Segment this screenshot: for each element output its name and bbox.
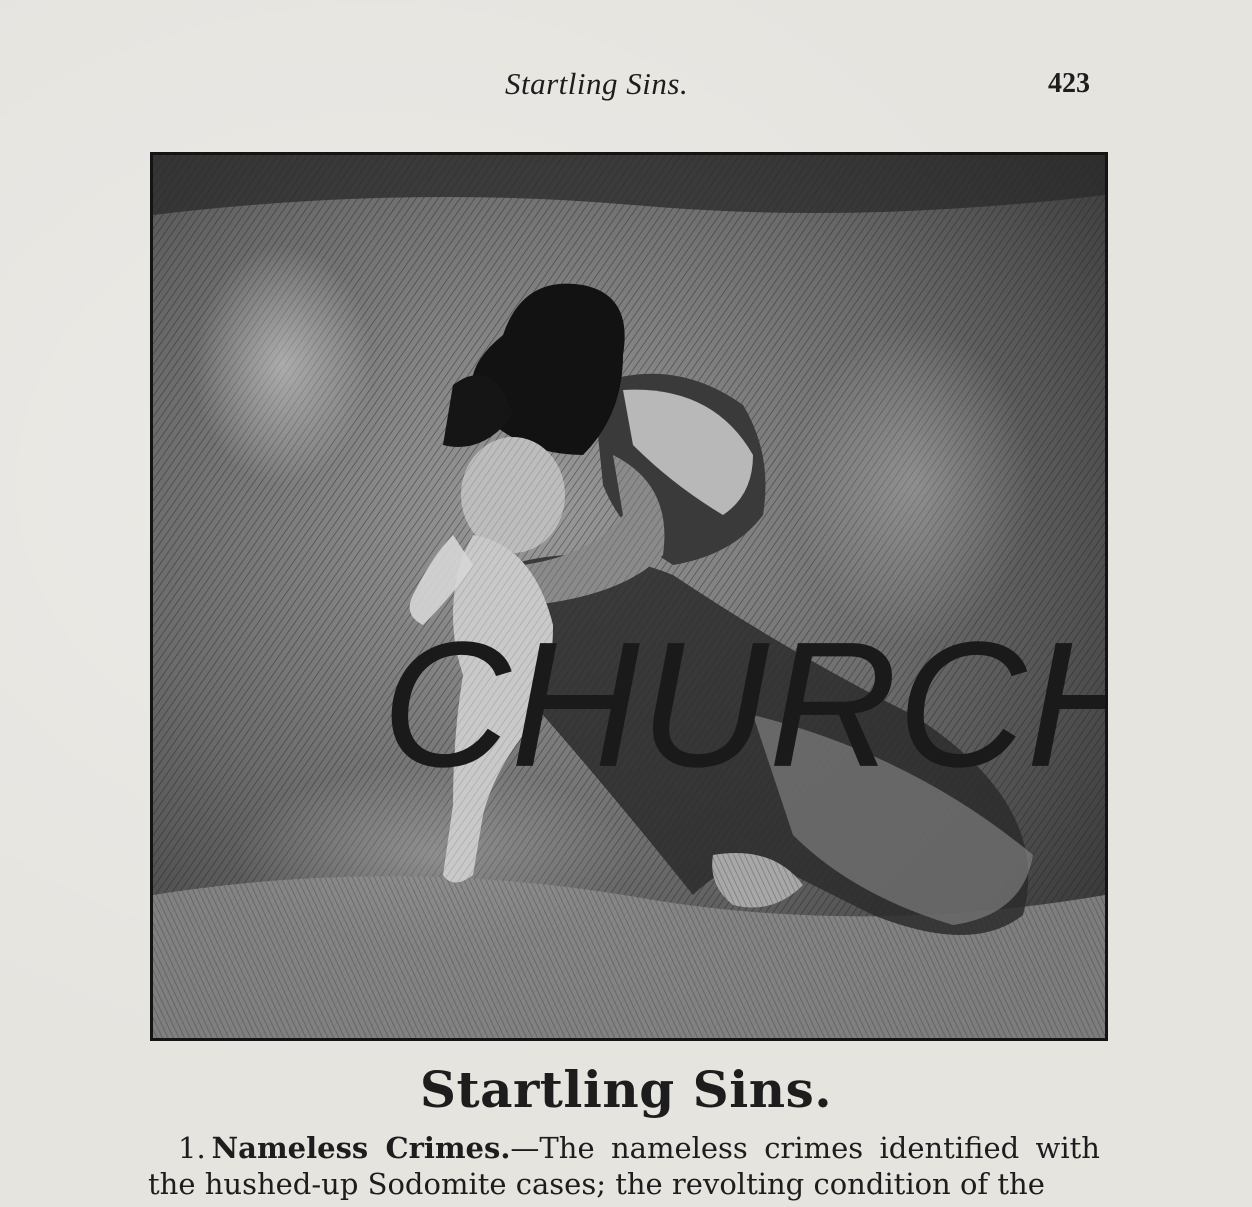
engraving-illustration — [150, 152, 1156, 1041]
running-title: Startling Sins. — [505, 66, 689, 101]
paragraph-text: —The nameless crimes identified with the hushed-up Sodomite cases; the revolting condition of the — [148, 1131, 1100, 1201]
paragraph-number: 1. — [178, 1131, 206, 1165]
running-head — [0, 66, 1252, 106]
engraver-signature — [358, 253, 1156, 1041]
svg-text:CHURCH: CHURCH — [381, 603, 1156, 804]
page-number: 423 — [1048, 68, 1090, 99]
run-in-title: Nameless Crimes. — [211, 1131, 511, 1165]
body-paragraph — [148, 1130, 1100, 1202]
section-heading: Startling Sins. — [419, 1060, 833, 1119]
